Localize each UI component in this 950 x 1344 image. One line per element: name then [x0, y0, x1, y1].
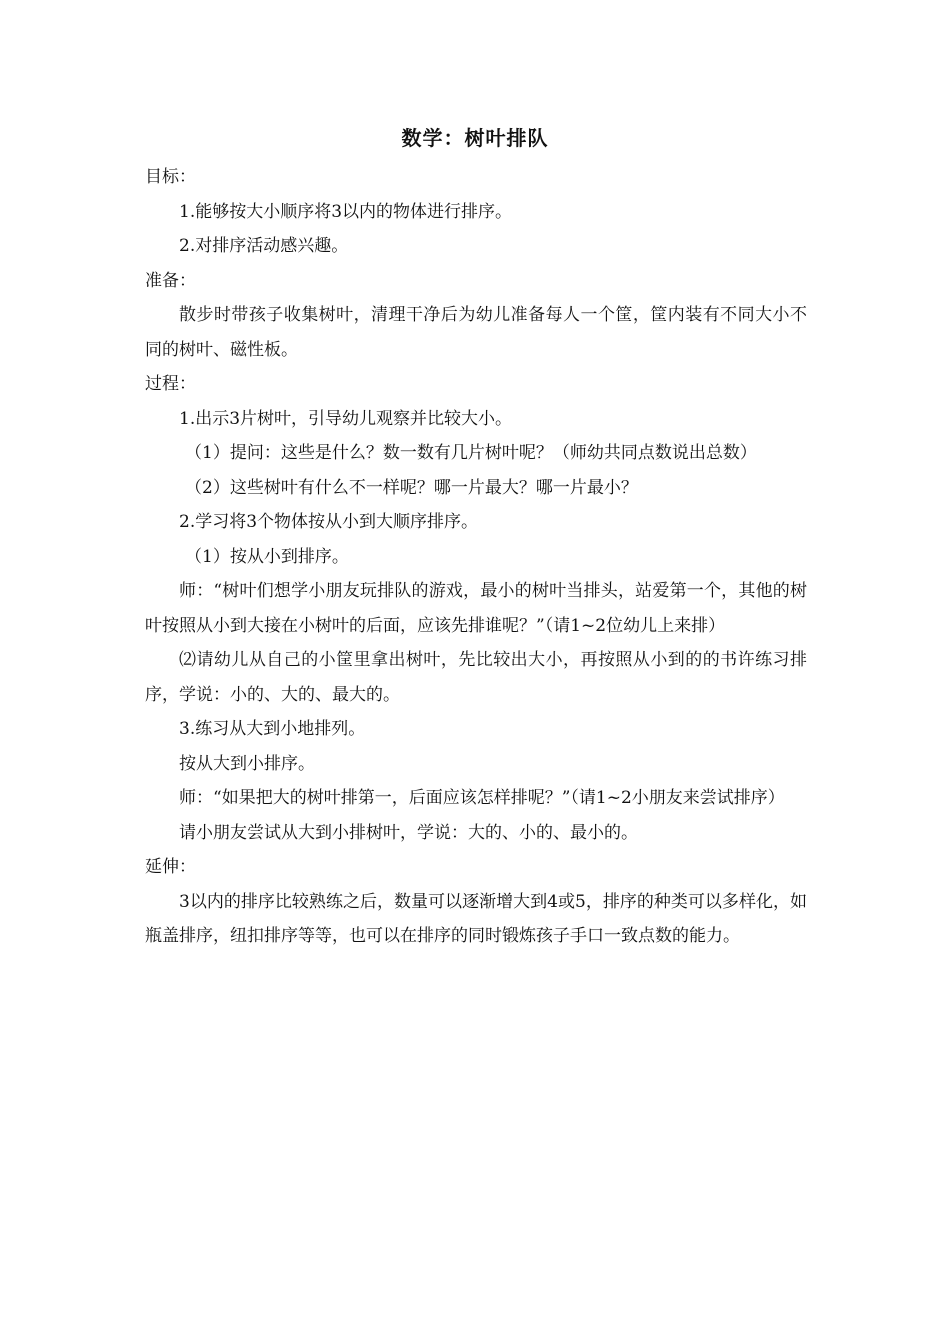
process-step-2-sub-2: ⑵请幼儿从自己的小筐里拿出树叶，先比较出大小，再按照从小到的的书许练习排序，学说：小的、大的、最大的。: [145, 650, 807, 705]
process-step-3-teacher: 师：“如果把大的树叶排第一，后面应该怎样排呢？”（请1~2小朋友来尝试排序）: [179, 788, 785, 808]
process-step-2-teacher: 师：“树叶们想学小朋友玩排队的游戏，最小的树叶当排头，站爱第一个，其他的树叶按照从小到大接在小树叶的后面，应该先排谁呢？”（请1~2位幼儿上来排）: [145, 581, 807, 636]
document-title: 数学：树叶排队: [401, 126, 549, 150]
process-step-2-sub-1: （1）按从小到排序。: [185, 546, 349, 567]
prep-heading: 准备：: [145, 270, 196, 291]
process-step-1: 1.出示3片树叶，引导幼儿观察并比较大小。: [179, 408, 513, 429]
extension-heading: 延伸：: [145, 857, 196, 877]
goal-item-2: 2.对排序活动感兴趣。: [179, 236, 349, 256]
document-body: [145, 160, 807, 954]
process-heading: 过程：: [145, 374, 196, 394]
prep-paragraph: 散步时带孩子收集树叶，清理干净后为幼儿准备每人一个筐，筐内装有不同大小不同的树叶、磁性板。: [145, 305, 807, 360]
process-step-3-sub: 按从大到小排序。: [179, 753, 315, 774]
process-step-3-children: 请小朋友尝试从大到小排树叶，学说：大的、小的、最小的。: [179, 822, 638, 843]
process-step-1-sub-2: （2）这些树叶有什么不一样呢？哪一片最大？哪一片最小？: [185, 477, 638, 498]
process-step-2: 2.学习将3个物体按从小到大顺序排序。: [179, 512, 479, 532]
process-step-1-sub-1: （1）提问：这些是什么？数一数有几片树叶呢？（师幼共同点数说出总数）: [185, 443, 757, 463]
process-step-3: 3.练习从大到小地排列。: [179, 719, 366, 739]
goal-heading: 目标：: [145, 167, 196, 187]
extension-paragraph: 3以内的排序比较熟练之后，数量可以逐渐增大到4或5，排序的种类可以多样化，如瓶盖排序，纽扣排序等等，也可以在排序的同时锻炼孩子手口一致点数的能力。: [145, 891, 807, 946]
goal-item-1: 1.能够按大小顺序将3以内的物体进行排序。: [179, 201, 513, 222]
